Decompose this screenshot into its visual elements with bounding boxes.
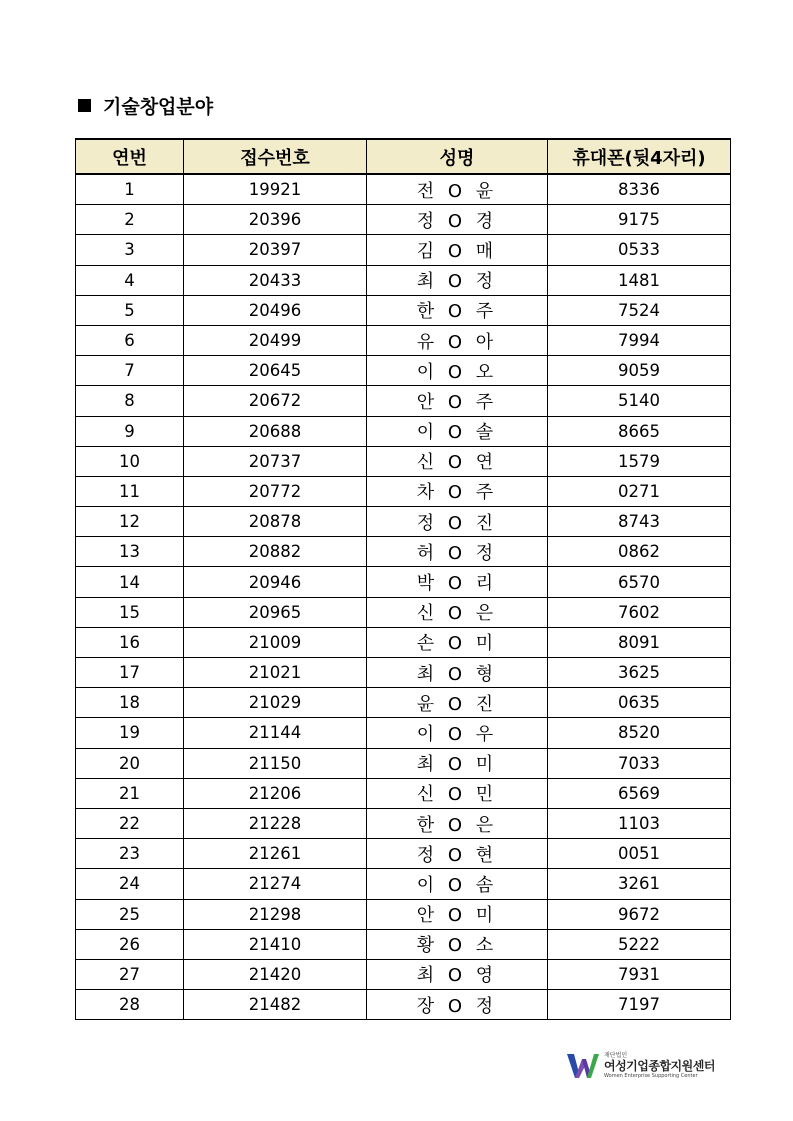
cell-phone: 0533 bbox=[548, 235, 731, 265]
table-row bbox=[76, 235, 731, 265]
cell-phone: 8336 bbox=[548, 174, 731, 205]
cell-name: 신 O 연 bbox=[367, 446, 548, 476]
cell-no: 8 bbox=[76, 386, 184, 416]
cell-name: 박 O 리 bbox=[367, 567, 548, 597]
table-row bbox=[76, 446, 731, 476]
cell-receipt-number: 21150 bbox=[184, 748, 367, 778]
cell-name: 김 O 매 bbox=[367, 235, 548, 265]
cell-name: 최 O 형 bbox=[367, 658, 548, 688]
cell-no: 20 bbox=[76, 748, 184, 778]
cell-receipt-number: 21009 bbox=[184, 627, 367, 657]
table-row bbox=[76, 416, 731, 446]
cell-phone: 1103 bbox=[548, 808, 731, 838]
cell-receipt-number: 21029 bbox=[184, 688, 367, 718]
cell-no: 23 bbox=[76, 839, 184, 869]
table-row bbox=[76, 839, 731, 869]
table-header-row bbox=[76, 139, 731, 174]
cell-name: 유 O 아 bbox=[367, 325, 548, 355]
table-row bbox=[76, 386, 731, 416]
cell-receipt-number: 20965 bbox=[184, 597, 367, 627]
cell-phone: 1579 bbox=[548, 446, 731, 476]
header-name: 성명 bbox=[367, 139, 548, 174]
cell-no: 10 bbox=[76, 446, 184, 476]
cell-phone: 8091 bbox=[548, 627, 731, 657]
cell-phone: 8665 bbox=[548, 416, 731, 446]
cell-no: 13 bbox=[76, 537, 184, 567]
table-row bbox=[76, 205, 731, 235]
cell-receipt-number: 20688 bbox=[184, 416, 367, 446]
cell-no: 9 bbox=[76, 416, 184, 446]
cell-phone: 9672 bbox=[548, 899, 731, 929]
cell-name: 정 O 진 bbox=[367, 507, 548, 537]
cell-phone: 5222 bbox=[548, 929, 731, 959]
cell-no: 16 bbox=[76, 627, 184, 657]
cell-name: 장 O 정 bbox=[367, 990, 548, 1020]
cell-no: 28 bbox=[76, 990, 184, 1020]
cell-name: 이 O 솜 bbox=[367, 869, 548, 899]
cell-name: 전 O 윤 bbox=[367, 174, 548, 205]
cell-phone: 5140 bbox=[548, 386, 731, 416]
table-row bbox=[76, 929, 731, 959]
cell-receipt-number: 21144 bbox=[184, 718, 367, 748]
cell-phone: 7033 bbox=[548, 748, 731, 778]
cell-receipt-number: 20396 bbox=[184, 205, 367, 235]
table-body bbox=[76, 174, 731, 1020]
cell-phone: 7994 bbox=[548, 325, 731, 355]
cell-no: 17 bbox=[76, 658, 184, 688]
table-row bbox=[76, 567, 731, 597]
cell-no: 2 bbox=[76, 205, 184, 235]
cell-name: 황 O 소 bbox=[367, 929, 548, 959]
applicant-table bbox=[75, 138, 731, 1020]
table-row bbox=[76, 808, 731, 838]
cell-name: 손 O 미 bbox=[367, 627, 548, 657]
cell-no: 18 bbox=[76, 688, 184, 718]
cell-receipt-number: 20882 bbox=[184, 537, 367, 567]
cell-phone: 7197 bbox=[548, 990, 731, 1020]
section-title-text: 기술창업분야 bbox=[103, 95, 214, 118]
header-receipt-number: 접수번호 bbox=[184, 139, 367, 174]
cell-receipt-number: 20672 bbox=[184, 386, 367, 416]
cell-phone: 3625 bbox=[548, 658, 731, 688]
cell-receipt-number: 21021 bbox=[184, 658, 367, 688]
cell-phone: 0862 bbox=[548, 537, 731, 567]
cell-name: 정 O 경 bbox=[367, 205, 548, 235]
table-row bbox=[76, 597, 731, 627]
cell-no: 15 bbox=[76, 597, 184, 627]
table-row bbox=[76, 265, 731, 295]
table-row bbox=[76, 174, 731, 205]
cell-no: 27 bbox=[76, 959, 184, 989]
cell-receipt-number: 21298 bbox=[184, 899, 367, 929]
cell-name: 이 O 솔 bbox=[367, 416, 548, 446]
cell-name: 한 O 주 bbox=[367, 295, 548, 325]
cell-name: 안 O 주 bbox=[367, 386, 548, 416]
section-title bbox=[78, 91, 213, 119]
cell-name: 허 O 정 bbox=[367, 537, 548, 567]
table-row bbox=[76, 658, 731, 688]
cell-no: 4 bbox=[76, 265, 184, 295]
w-logo-icon bbox=[566, 1051, 600, 1081]
table-row bbox=[76, 688, 731, 718]
cell-name: 윤 O 진 bbox=[367, 688, 548, 718]
table-row bbox=[76, 356, 731, 386]
cell-name: 이 O 오 bbox=[367, 356, 548, 386]
cell-name: 차 O 주 bbox=[367, 476, 548, 506]
cell-name: 이 O 우 bbox=[367, 718, 548, 748]
cell-name: 안 O 미 bbox=[367, 899, 548, 929]
table-row bbox=[76, 959, 731, 989]
cell-receipt-number: 20946 bbox=[184, 567, 367, 597]
table-row bbox=[76, 899, 731, 929]
cell-no: 1 bbox=[76, 174, 184, 205]
cell-receipt-number: 20772 bbox=[184, 476, 367, 506]
cell-name: 최 O 영 bbox=[367, 959, 548, 989]
cell-receipt-number: 20499 bbox=[184, 325, 367, 355]
cell-receipt-number: 21228 bbox=[184, 808, 367, 838]
cell-receipt-number: 19921 bbox=[184, 174, 367, 205]
cell-no: 26 bbox=[76, 929, 184, 959]
header-no: 연번 bbox=[76, 139, 184, 174]
cell-phone: 8520 bbox=[548, 718, 731, 748]
cell-phone: 0271 bbox=[548, 476, 731, 506]
cell-receipt-number: 21482 bbox=[184, 990, 367, 1020]
cell-receipt-number: 20878 bbox=[184, 507, 367, 537]
cell-receipt-number: 20645 bbox=[184, 356, 367, 386]
cell-phone: 9059 bbox=[548, 356, 731, 386]
table-row bbox=[76, 537, 731, 567]
logo-small-text: 재단법인 bbox=[604, 1052, 628, 1059]
table-row bbox=[76, 476, 731, 506]
cell-name: 최 O 미 bbox=[367, 748, 548, 778]
cell-phone: 7931 bbox=[548, 959, 731, 989]
cell-no: 6 bbox=[76, 325, 184, 355]
cell-no: 7 bbox=[76, 356, 184, 386]
cell-no: 22 bbox=[76, 808, 184, 838]
cell-phone: 7602 bbox=[548, 597, 731, 627]
table-row bbox=[76, 627, 731, 657]
logo-name-ko: 여성기업종합지원센터 bbox=[604, 1059, 715, 1073]
logo-name-en: Women Enterprise Supporting Center bbox=[604, 1073, 698, 1079]
cell-receipt-number: 21410 bbox=[184, 929, 367, 959]
table-row bbox=[76, 990, 731, 1020]
cell-name: 신 O 은 bbox=[367, 597, 548, 627]
cell-receipt-number: 21206 bbox=[184, 778, 367, 808]
cell-phone: 3261 bbox=[548, 869, 731, 899]
cell-name: 한 O 은 bbox=[367, 808, 548, 838]
cell-no: 11 bbox=[76, 476, 184, 506]
cell-receipt-number: 20737 bbox=[184, 446, 367, 476]
table-row bbox=[76, 748, 731, 778]
cell-receipt-number: 21274 bbox=[184, 869, 367, 899]
cell-phone: 8743 bbox=[548, 507, 731, 537]
table-row bbox=[76, 718, 731, 748]
cell-phone: 6570 bbox=[548, 567, 731, 597]
cell-receipt-number: 20496 bbox=[184, 295, 367, 325]
cell-no: 19 bbox=[76, 718, 184, 748]
cell-phone: 6569 bbox=[548, 778, 731, 808]
cell-phone: 0635 bbox=[548, 688, 731, 718]
cell-phone: 7524 bbox=[548, 295, 731, 325]
cell-phone: 9175 bbox=[548, 205, 731, 235]
cell-receipt-number: 20433 bbox=[184, 265, 367, 295]
cell-name: 정 O 현 bbox=[367, 839, 548, 869]
cell-receipt-number: 21261 bbox=[184, 839, 367, 869]
header-phone: 휴대폰(뒷4자리) bbox=[548, 139, 731, 174]
cell-no: 24 bbox=[76, 869, 184, 899]
cell-receipt-number: 20397 bbox=[184, 235, 367, 265]
cell-no: 25 bbox=[76, 899, 184, 929]
table-row bbox=[76, 778, 731, 808]
cell-no: 5 bbox=[76, 295, 184, 325]
table-row bbox=[76, 295, 731, 325]
organization-logo bbox=[566, 1050, 715, 1082]
cell-receipt-number: 21420 bbox=[184, 959, 367, 989]
table-row bbox=[76, 507, 731, 537]
cell-no: 14 bbox=[76, 567, 184, 597]
cell-no: 3 bbox=[76, 235, 184, 265]
cell-name: 신 O 민 bbox=[367, 778, 548, 808]
table-row bbox=[76, 325, 731, 355]
cell-no: 21 bbox=[76, 778, 184, 808]
cell-no: 12 bbox=[76, 507, 184, 537]
cell-name: 최 O 정 bbox=[367, 265, 548, 295]
table-row bbox=[76, 869, 731, 899]
square-bullet-icon bbox=[78, 99, 91, 112]
cell-phone: 0051 bbox=[548, 839, 731, 869]
cell-phone: 1481 bbox=[548, 265, 731, 295]
